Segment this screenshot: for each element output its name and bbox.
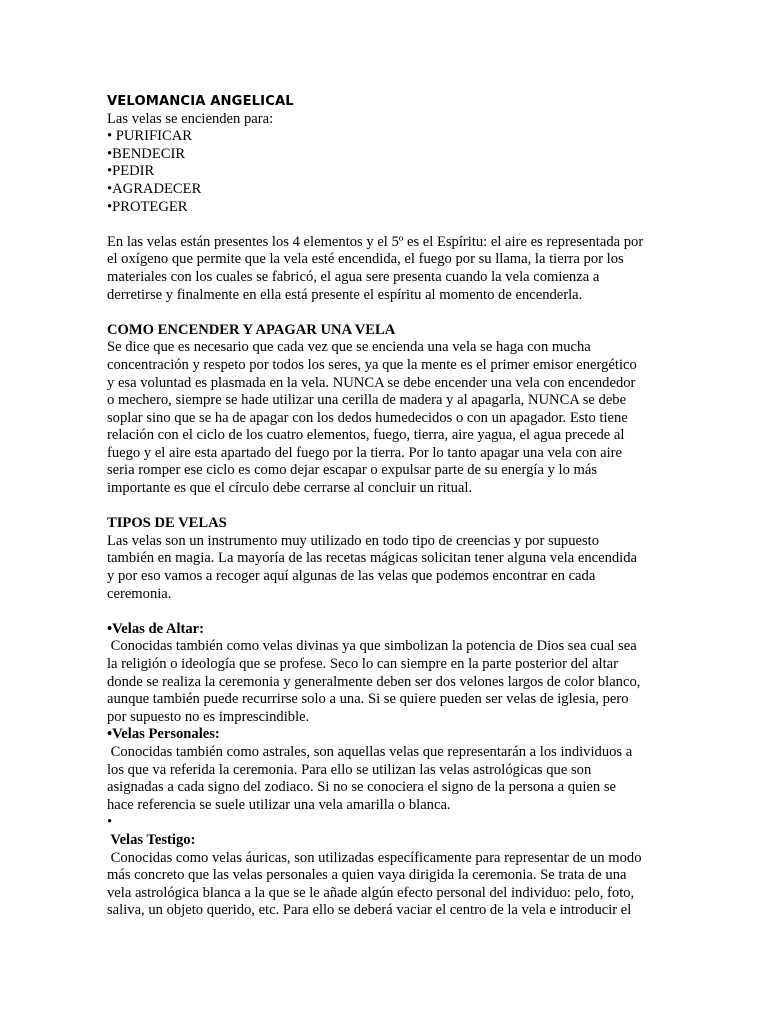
paragraph-line: los que va referida la ceremonia. Para ello se utilizan las velas astrológicas que son xyxy=(107,761,592,778)
intro-text: Las velas se encienden para: xyxy=(107,110,274,127)
subheading-testigo: Velas Testigo: xyxy=(107,831,196,848)
spacer xyxy=(107,498,667,516)
paragraph-line: Las velas son un instrumento muy utilizado en todo tipo de creencias y por supuesto xyxy=(107,532,600,549)
list-item: • PURIFICAR xyxy=(107,128,192,145)
paragraph-line: derretirse y finalmente en ella está presente el espíritu al momento de encenderla. xyxy=(107,286,583,303)
list-item: •PEDIR xyxy=(107,163,155,180)
paragraph-line: Se dice que es necesario que cada vez que se encienda una vela se haga con mucha xyxy=(107,339,591,356)
paragraph-line: vela astrológica blanca a la que se le añade algún efecto personal del individuo: pelo, foto, xyxy=(107,884,635,901)
paragraph-line: En las velas están presentes los 4 elementos y el 5º es el Espíritu: el aire es representada por xyxy=(107,233,644,250)
paragraph-line: hace referencia se suele utilizar una vela amarilla o blanca. xyxy=(107,796,451,813)
tipos-paragraph xyxy=(107,533,667,603)
paragraph-line: por supuesto no es imprescindible. xyxy=(107,708,310,725)
testigo-paragraph xyxy=(107,850,667,920)
document-title: VELOMANCIA ANGELICAL xyxy=(107,94,294,109)
paragraph-line: seria romper ese ciclo es como dejar escapar o expulsar parte de su energía y lo más xyxy=(107,462,598,479)
paragraph-line: la religión o ideología que se profese. Seco lo can siempre en la parte posterior del altar xyxy=(107,656,618,672)
list-item: •AGRADECER xyxy=(107,180,202,197)
paragraph-line: también en magia. La mayoría de las recetas mágicas solicitan tener alguna vela encendida xyxy=(107,550,637,567)
paragraph-line: soplar sino que se ha de apagar con los dedos humedecidos o con un apagador. Esto tiene xyxy=(107,409,628,426)
spacer xyxy=(107,216,667,234)
paragraph-line: importante es que el círculo debe cerrarse al concluir un ritual. xyxy=(107,480,473,497)
paragraph-line: relación con el ciclo de los cuatro elementos, fuego, tierra, aire yagua, el agua precede al xyxy=(107,427,625,444)
paragraph-line: fuego y el aire esta apartado del fuego por la tierra. Por lo tanto apagar una vela con aire xyxy=(107,444,623,461)
altar-paragraph xyxy=(107,638,667,726)
elements-paragraph xyxy=(107,234,667,304)
encender-paragraph xyxy=(107,339,667,497)
paragraph-line: donde se realiza la ceremonia y generalmente deben ser dos velones largos de color blanco, xyxy=(107,673,641,690)
spacer xyxy=(107,603,667,621)
paragraph-line: y esa voluntad es plasmada en la vela. NUNCA se debe encender una vela con encendedor xyxy=(107,374,636,391)
spacer xyxy=(107,304,667,322)
list-item: •BENDECIR xyxy=(107,145,186,162)
paragraph-line: o mechero, siempre se hade utilizar una cerilla de madera y al apagarla, NUNCA se debe xyxy=(107,392,627,409)
lone-bullet: • xyxy=(107,814,113,831)
paragraph-line: aunque también puede recurrirse solo a una. Si se quiere pueden ser velas de iglesia, pero xyxy=(107,691,629,708)
paragraph-line: Conocidas como velas áuricas, son utilizadas específicamente para representar de un modo xyxy=(107,849,642,866)
list-item: •PROTEGER xyxy=(107,198,188,215)
paragraph-line: ceremonia. xyxy=(107,585,172,602)
purpose-list xyxy=(107,128,667,216)
paragraph-line: Conocidas también como astrales, son aquellas velas que representarán a los individuos a xyxy=(107,743,633,760)
document-page xyxy=(107,93,667,920)
section-heading-encender: COMO ENCENDER Y APAGAR UNA VELA xyxy=(107,321,396,338)
paragraph-line: concentración y respeto por todos los seres, ya que la mente es el primer emisor energético xyxy=(107,356,637,373)
paragraph-line: materiales con los cuales se fabricó, el agua sere presenta cuando la vela comienza a xyxy=(107,268,600,285)
subheading-altar: •Velas de Altar: xyxy=(107,620,204,637)
paragraph-line: y por eso vamos a recoger aquí algunas de las velas que podemos encontrar en cada xyxy=(107,568,596,585)
paragraph-line: asignadas a cada signo del zodiaco. Si no se conociera el signo de la persona a quien se xyxy=(107,779,616,796)
section-heading-tipos: TIPOS DE VELAS xyxy=(107,515,227,532)
subheading-personales: •Velas Personales: xyxy=(107,726,220,743)
paragraph-line: el oxígeno que permite que la vela esté encendida, el fuego por su llama, la tierra por los xyxy=(107,251,624,268)
paragraph-line: más concreto que las velas personales a quien vaya dirigida la ceremonia. Se trata de una xyxy=(107,867,627,884)
paragraph-line: Conocidas también como velas divinas ya que simbolizan la potencia de Dios sea cual sea xyxy=(107,638,637,655)
paragraph-line: saliva, un objeto querido, etc. Para ello se deberá vaciar el centro de la vela e introducir el xyxy=(107,902,632,919)
personales-paragraph xyxy=(107,744,667,814)
